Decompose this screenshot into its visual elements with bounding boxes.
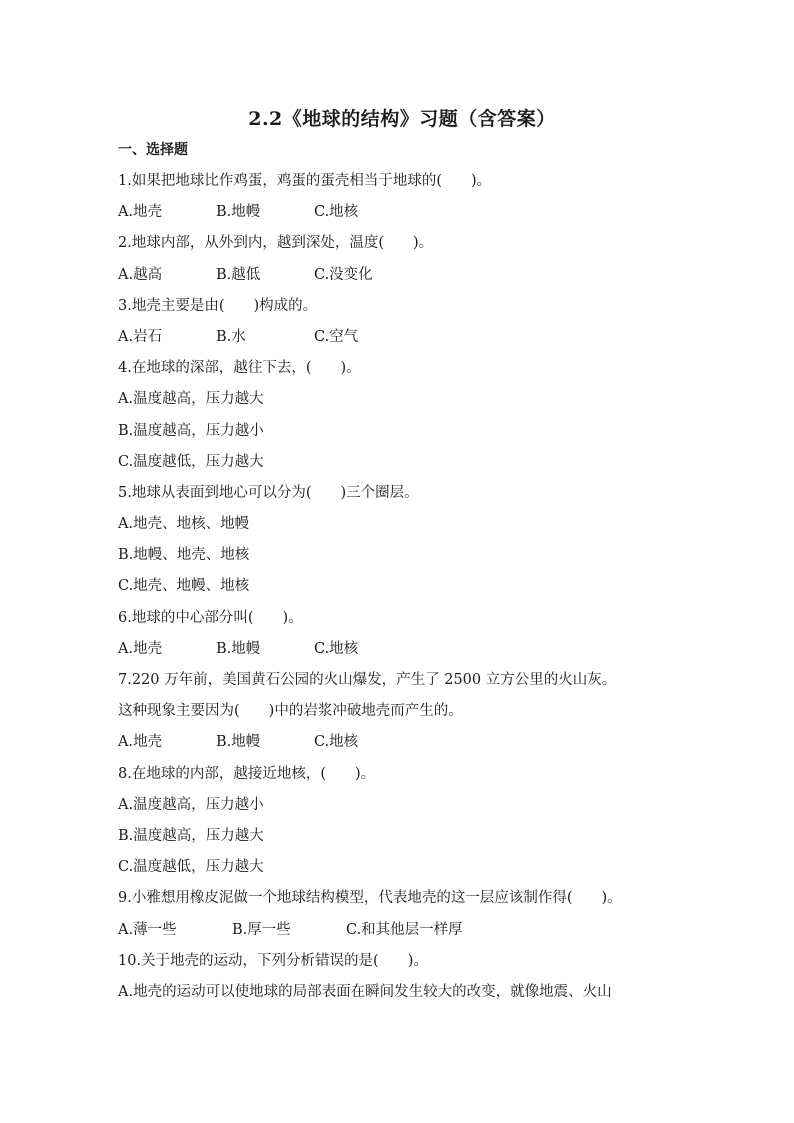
option-b: B.地幔 [216, 640, 261, 657]
option-b: B.地幔 [216, 204, 261, 221]
option-c: C.和其他层一样厚 [346, 921, 463, 938]
option-a: A.岩石 [118, 328, 163, 345]
question-8: 8.在地球的内部，越接近地核，( )。 [118, 765, 376, 782]
option-c: C.地核 [314, 734, 359, 751]
question-6: 6.地球的中心部分叫( )。 [118, 609, 303, 626]
option-a: A.薄一些 [118, 921, 177, 938]
option-a: A.温度越高，压力越小 [118, 796, 264, 813]
option-a: A.地壳 [118, 640, 163, 657]
option-b: B.水 [216, 328, 246, 345]
question-7-continued: 这种现象主要因为( )中的岩浆冲破地壳而产生的。 [118, 703, 463, 720]
option-a: A.越高 [118, 266, 163, 283]
question-10: 10.关于地壳的运动，下列分析错误的是( )。 [118, 952, 428, 969]
option-a: A.地壳 [118, 204, 163, 221]
option-c: C.温度越低，压力越大 [118, 453, 264, 470]
question-5: 5.地球从表面到地心可以分为( )三个圈层。 [118, 484, 419, 501]
question-4: 4.在地球的深部，越往下去，( )。 [118, 360, 361, 377]
option-a: A.地壳 [118, 734, 163, 751]
question-2-options [118, 260, 678, 291]
question-6-options [118, 634, 678, 665]
option-c: C.温度越低，压力越大 [118, 859, 264, 876]
document-page [118, 103, 678, 1008]
option-b: B.厚一些 [232, 921, 291, 938]
question-7: 7.220 万年前，美国黄石公园的火山爆发，产生了 2500 立方公里的火山灰。 [118, 672, 617, 688]
option-c: C.地壳、地幔、地核 [118, 578, 250, 595]
page-title: 2.2《地球的结构》习题（含答案） [248, 108, 556, 130]
question-2: 2.地球内部，从外到内，越到深处，温度( )。 [118, 235, 434, 252]
question-1-options [118, 197, 678, 228]
question-7-options [118, 727, 678, 758]
option-c: C.没变化 [314, 266, 373, 283]
option-c: C.地核 [314, 640, 359, 657]
question-3-options [118, 322, 678, 353]
option-c: C.地核 [314, 204, 359, 221]
option-b: B.越低 [216, 266, 261, 283]
question-1: 1.如果把地球比作鸡蛋，鸡蛋的蛋壳相当于地球的( )。 [118, 173, 492, 189]
question-9: 9.小雅想用橡皮泥做一个地球结构模型，代表地壳的这一层应该制作得( )。 [118, 890, 622, 907]
question-3: 3.地壳主要是由( )构成的。 [118, 297, 318, 314]
option-b: B.温度越高，压力越小 [118, 422, 264, 439]
option-c: C.空气 [314, 328, 359, 345]
option-a: A.地壳的运动可以使地球的局部表面在瞬间发生较大的改变，就像地震、火山 [118, 983, 612, 1000]
option-b: B.地幔 [216, 734, 261, 751]
option-a: A.温度越高，压力越大 [118, 391, 264, 408]
option-b: B.地幔、地壳、地核 [118, 547, 250, 564]
question-9-options [118, 915, 678, 946]
option-b: B.温度越高，压力越大 [118, 827, 264, 844]
option-a: A.地壳、地核、地幔 [118, 516, 250, 533]
section-heading: 一、选择题 [118, 142, 188, 158]
